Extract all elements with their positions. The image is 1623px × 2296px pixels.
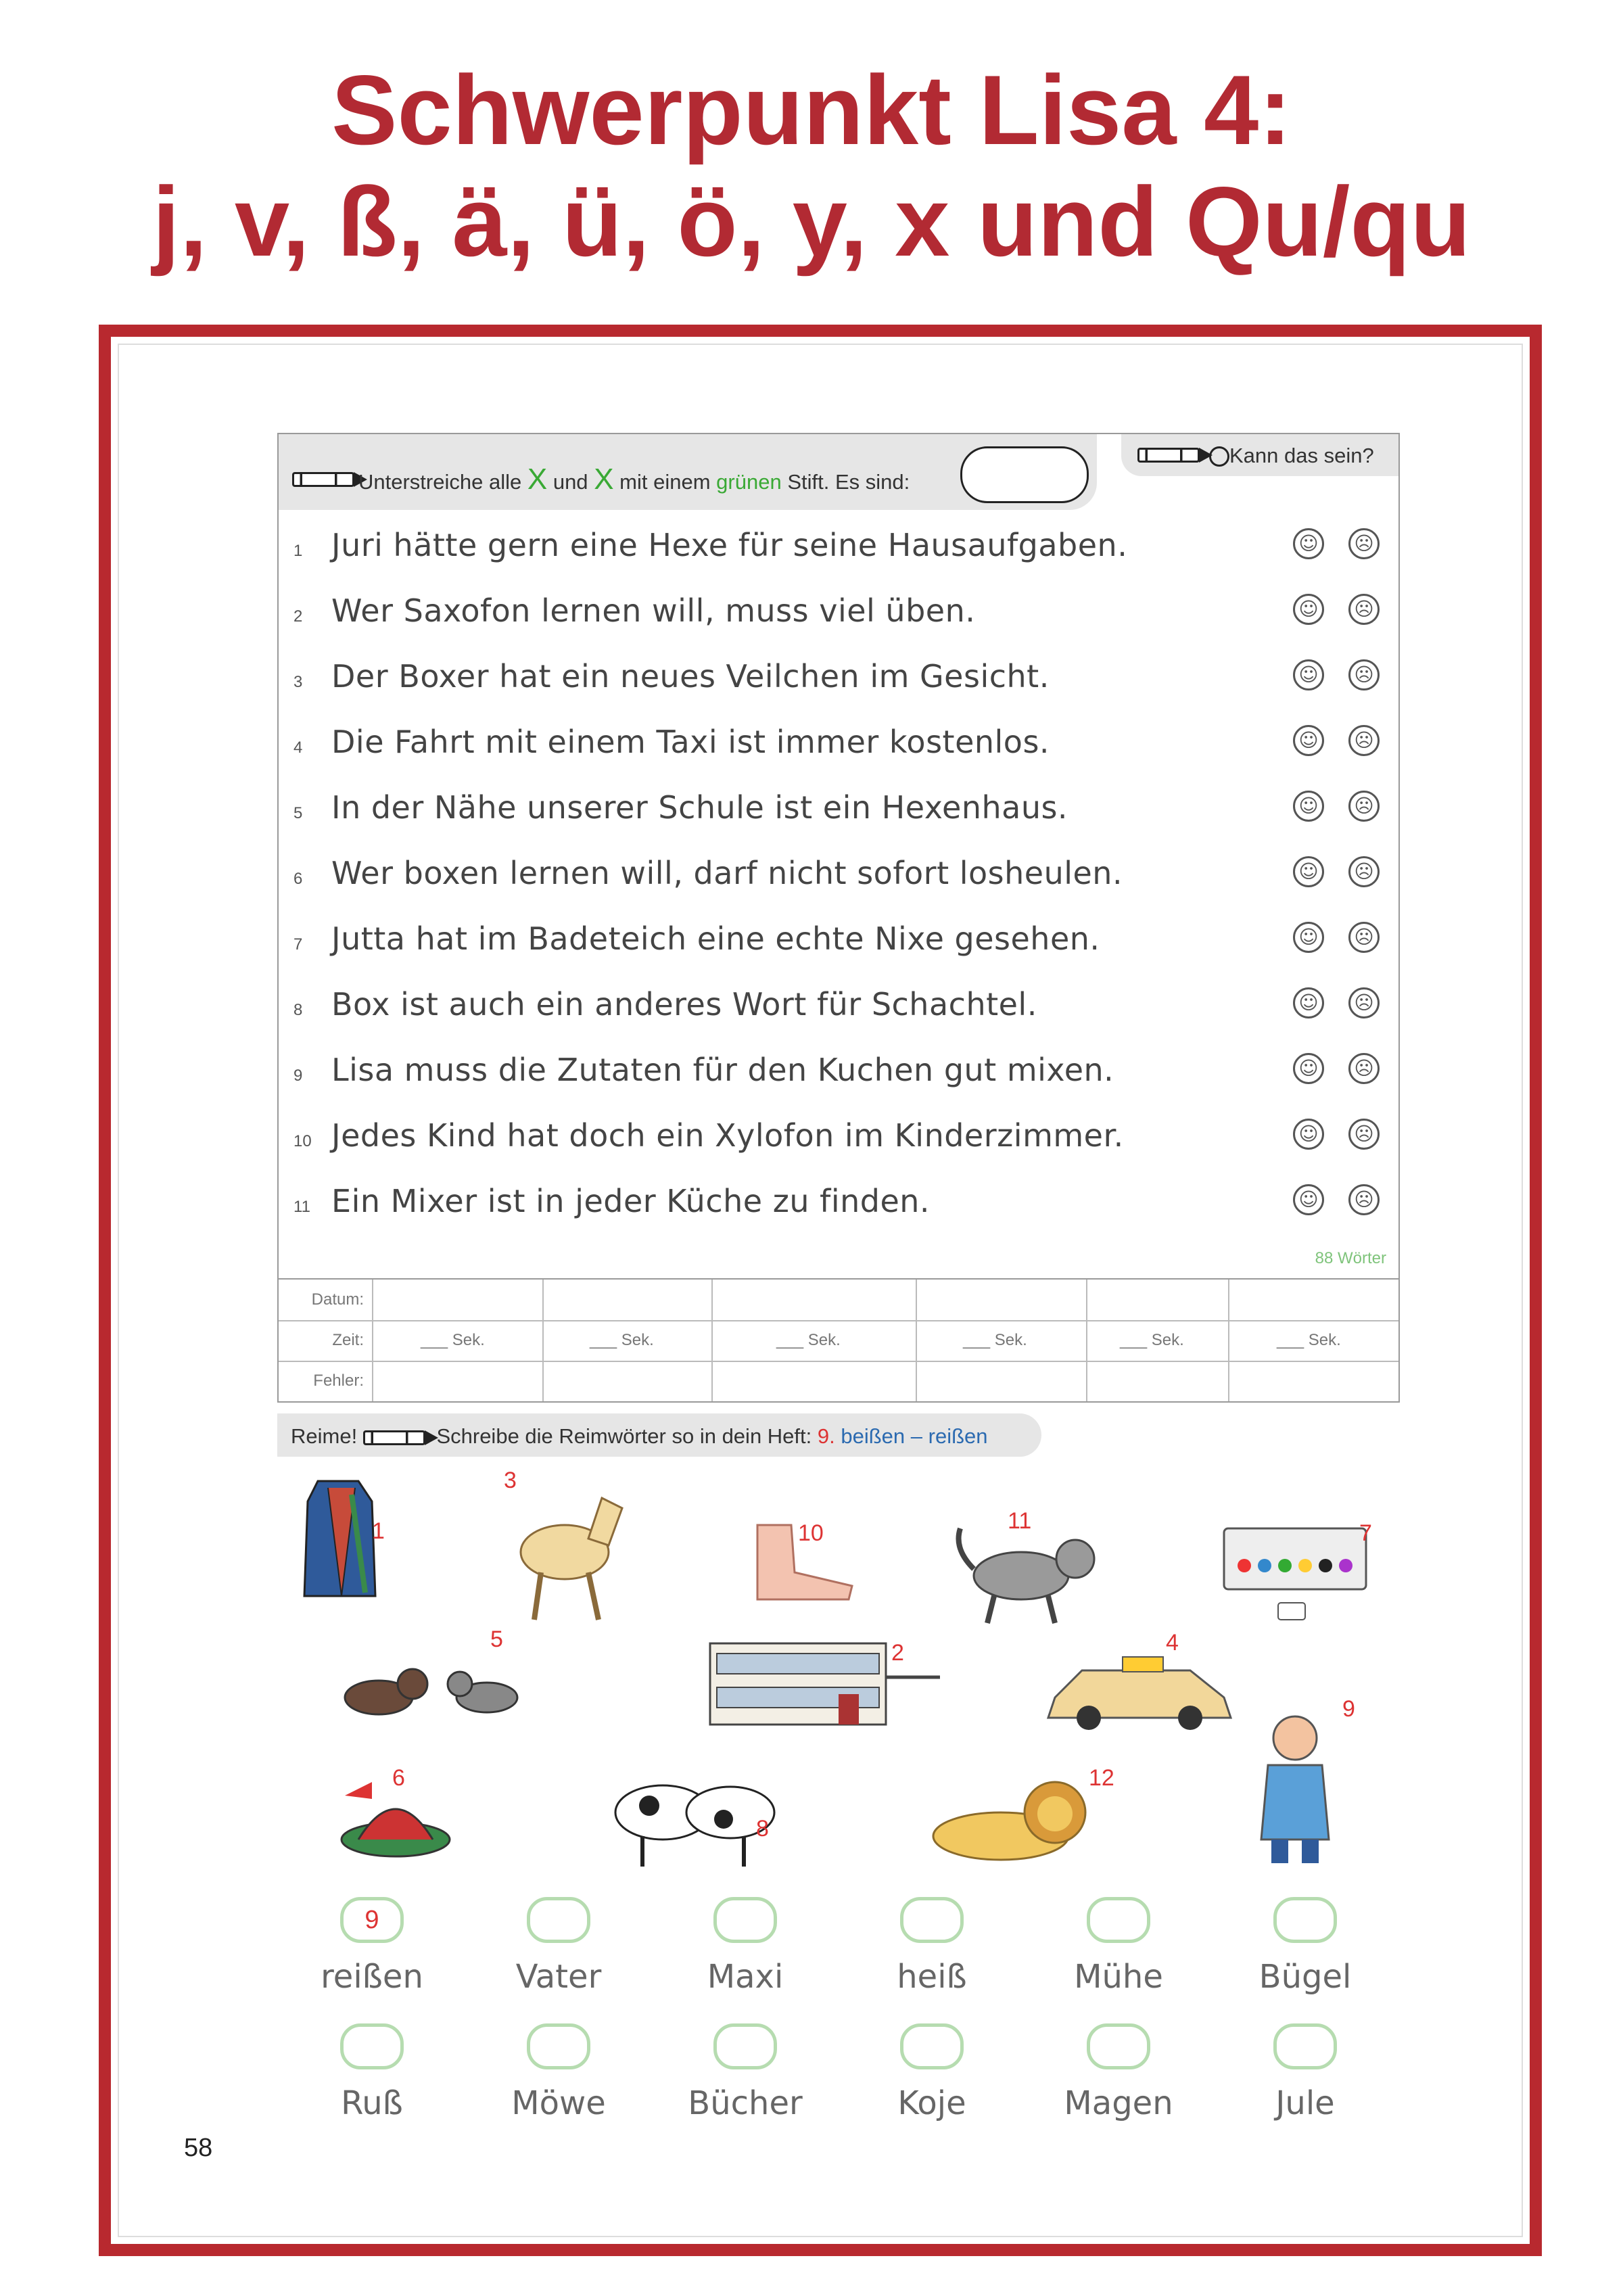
sentence-row bbox=[279, 781, 1398, 842]
happy-face-icon[interactable]: ☺ bbox=[1293, 1119, 1324, 1150]
sad-face-icon[interactable]: ☹ bbox=[1348, 1053, 1380, 1084]
happy-face-icon[interactable]: ☺ bbox=[1293, 1053, 1324, 1084]
happy-face-icon[interactable]: ☺ bbox=[1293, 791, 1324, 822]
picture-number: 3 bbox=[504, 1468, 517, 1493]
sentence-row bbox=[279, 519, 1398, 580]
picture-number: 4 bbox=[1166, 1630, 1179, 1656]
sentence-text: Jutta hat im Badeteich eine echte Nixe gesehen. bbox=[331, 920, 1100, 957]
answer-oval[interactable] bbox=[1273, 2023, 1337, 2069]
picture-number: 9 bbox=[1342, 1696, 1355, 1722]
sentence-text: Box ist auch ein anderes Wort für Schachtel. bbox=[331, 986, 1037, 1023]
sentence-text: Wer Saxofon lernen will, muss viel üben. bbox=[331, 592, 976, 629]
sek-cell[interactable]: ___ Sek. bbox=[1120, 1331, 1184, 1349]
coat-picture bbox=[291, 1474, 385, 1603]
page-number: 58 bbox=[184, 2134, 213, 2162]
sentence-number: 4 bbox=[293, 739, 303, 757]
sek-cell[interactable]: ___ Sek. bbox=[421, 1331, 485, 1349]
happy-face-icon[interactable]: ☺ bbox=[1293, 856, 1324, 887]
pencil-icon bbox=[292, 472, 354, 487]
rhyme-word: Maxi bbox=[707, 1958, 784, 1996]
sentence-number: 9 bbox=[293, 1067, 303, 1085]
sentence-number: 3 bbox=[293, 673, 303, 691]
table-row-datum bbox=[279, 1280, 1398, 1321]
lion-picture bbox=[920, 1772, 1102, 1867]
page-title-line1: Schwerpunkt Lisa 4: bbox=[331, 55, 1292, 165]
sentence-number: 10 bbox=[293, 1132, 312, 1150]
happy-face-icon[interactable]: ☺ bbox=[1293, 987, 1324, 1018]
answer-oval[interactable] bbox=[1273, 1897, 1337, 1943]
sentence-row bbox=[279, 978, 1398, 1039]
sentence-text: Der Boxer hat ein neues Veilchen im Gesicht. bbox=[331, 658, 1050, 695]
paint-box-picture bbox=[1217, 1522, 1380, 1630]
sentence-row bbox=[279, 1109, 1398, 1170]
sad-face-icon[interactable]: ☹ bbox=[1348, 725, 1380, 756]
sentence-number: 11 bbox=[293, 1198, 310, 1216]
rhyme-word: Jule bbox=[1275, 2084, 1335, 2122]
sentence-row bbox=[279, 716, 1398, 776]
pencil-icon bbox=[363, 1430, 425, 1445]
rhyme-word: Möwe bbox=[511, 2084, 606, 2122]
sad-face-icon[interactable]: ☹ bbox=[1348, 856, 1380, 887]
sad-face-icon[interactable]: ☹ bbox=[1348, 659, 1380, 690]
sentence-text: Juri hätte gern eine Hexe für seine Hausaufgaben. bbox=[331, 527, 1128, 563]
sad-face-icon[interactable]: ☹ bbox=[1348, 1119, 1380, 1150]
sentence-number: 5 bbox=[293, 804, 303, 822]
sad-face-icon[interactable]: ☹ bbox=[1348, 1184, 1380, 1215]
sentence-text: Jedes Kind hat doch ein Xylofon im Kinderzimmer. bbox=[331, 1117, 1124, 1154]
circle-icon bbox=[1209, 446, 1229, 467]
sentence-number: 2 bbox=[293, 607, 303, 626]
rhyme-word: Mühe bbox=[1074, 1958, 1163, 1996]
sentence-text: Wer boxen lernen will, darf nicht sofort losheulen. bbox=[331, 855, 1123, 891]
picture-number: 7 bbox=[1359, 1520, 1372, 1546]
sek-cell[interactable]: ___ Sek. bbox=[776, 1331, 841, 1349]
rhyme-word: Bücher bbox=[688, 2084, 803, 2122]
rhyme-word: Vater bbox=[515, 1958, 602, 1996]
horse-picture bbox=[507, 1471, 629, 1626]
count-answer-field[interactable] bbox=[960, 446, 1089, 503]
table-row-fehler bbox=[279, 1361, 1398, 1401]
reime-bar bbox=[277, 1413, 1041, 1457]
taxi-picture bbox=[1041, 1643, 1244, 1731]
happy-face-icon[interactable]: ☺ bbox=[1293, 594, 1324, 625]
reime-instruction: Reime! Schreibe die Reimwörter so in dein Heft: 9. beißen – reißen bbox=[291, 1424, 988, 1448]
happy-face-icon[interactable]: ☺ bbox=[1293, 528, 1324, 559]
happy-face-icon[interactable]: ☺ bbox=[1293, 1184, 1324, 1215]
rhyme-word: Bügel bbox=[1259, 1958, 1352, 1996]
picture-number: 12 bbox=[1089, 1765, 1114, 1791]
picture-number: 11 bbox=[1008, 1508, 1032, 1534]
sentence-number: 1 bbox=[293, 542, 303, 560]
picture-number: 8 bbox=[756, 1816, 769, 1842]
sad-face-icon[interactable]: ☹ bbox=[1348, 594, 1380, 625]
sentence-row bbox=[279, 1044, 1398, 1104]
picture-number: 5 bbox=[490, 1626, 503, 1652]
picture-number: 10 bbox=[798, 1520, 824, 1546]
sad-face-icon[interactable]: ☹ bbox=[1348, 791, 1380, 822]
answer-oval[interactable] bbox=[900, 1897, 964, 1943]
datum-label: Datum: bbox=[311, 1290, 364, 1309]
reading-worksheet bbox=[277, 433, 1400, 1403]
sentence-row bbox=[279, 584, 1398, 645]
sentence-text: In der Nähe unserer Schule ist ein Hexenhaus. bbox=[331, 789, 1068, 826]
pencil-icon bbox=[1137, 448, 1200, 463]
happy-face-icon[interactable]: ☺ bbox=[1293, 725, 1324, 756]
rhyme-word: Magen bbox=[1064, 2084, 1173, 2122]
rhyme-word: Koje bbox=[897, 2084, 966, 2122]
sek-cell[interactable]: ___ Sek. bbox=[1277, 1331, 1341, 1349]
answer-oval[interactable] bbox=[527, 1897, 590, 1943]
picture-number: 6 bbox=[392, 1765, 405, 1791]
sad-face-icon[interactable]: ☹ bbox=[1348, 922, 1380, 953]
rhyme-word: reißen bbox=[321, 1958, 423, 1996]
answer-oval[interactable] bbox=[1087, 1897, 1150, 1943]
answer-oval[interactable]: 9 bbox=[340, 1897, 404, 1943]
sek-cell[interactable]: ___ Sek. bbox=[963, 1331, 1027, 1349]
table-row-zeit bbox=[279, 1320, 1398, 1362]
sentence-text: Die Fahrt mit einem Taxi ist immer kostenlos. bbox=[331, 724, 1050, 760]
sad-face-icon[interactable]: ☹ bbox=[1348, 528, 1380, 559]
sek-cell[interactable]: ___ Sek. bbox=[590, 1331, 654, 1349]
school-picture bbox=[703, 1630, 947, 1731]
rhyme-word: heiß bbox=[897, 1958, 967, 1996]
time-table bbox=[279, 1278, 1398, 1401]
sentence-text: Lisa muss die Zutaten für den Kuchen gut mixen. bbox=[331, 1052, 1114, 1088]
sentence-row bbox=[279, 912, 1398, 973]
man-biting-picture bbox=[1244, 1704, 1346, 1867]
sentence-number: 6 bbox=[293, 870, 303, 888]
picture-number: 1 bbox=[372, 1518, 385, 1544]
happy-face-icon[interactable]: ☺ bbox=[1293, 922, 1324, 953]
answer-oval[interactable] bbox=[1087, 2023, 1150, 2069]
answer-oval[interactable] bbox=[713, 1897, 777, 1943]
fehler-label: Fehler: bbox=[313, 1372, 364, 1390]
answer-oval[interactable] bbox=[900, 2023, 964, 2069]
word-count: 88 Wörter bbox=[1315, 1249, 1386, 1267]
page-title-line2: j, v, ß, ä, ü, ö, y, x und Qu/qu bbox=[152, 166, 1471, 277]
task-bar bbox=[279, 434, 1097, 510]
sentence-number: 8 bbox=[293, 1001, 303, 1019]
zeit-label: Zeit: bbox=[332, 1331, 364, 1349]
answer-oval[interactable] bbox=[713, 2023, 777, 2069]
task-instruction: Unterstreiche alle X und X mit einem grünen Stift. Es sind: bbox=[358, 463, 910, 496]
picture-number: 2 bbox=[891, 1640, 904, 1666]
answer-oval[interactable] bbox=[340, 2023, 404, 2069]
sentence-row bbox=[279, 1175, 1398, 1236]
kann-das-sein-bar bbox=[1121, 434, 1398, 476]
kann-das-sein-label: Kann das sein? bbox=[1229, 444, 1374, 467]
sad-face-icon[interactable]: ☹ bbox=[1348, 987, 1380, 1018]
sentence-row bbox=[279, 650, 1398, 711]
sentence-row bbox=[279, 847, 1398, 908]
happy-face-icon[interactable]: ☺ bbox=[1293, 659, 1324, 690]
sentence-text: Ein Mixer ist in jeder Küche zu finden. bbox=[331, 1183, 931, 1219]
dog-and-cat-picture bbox=[331, 1650, 534, 1738]
rhyme-word: Ruß bbox=[341, 2084, 403, 2122]
answer-oval[interactable] bbox=[527, 2023, 590, 2069]
sentence-number: 7 bbox=[293, 935, 303, 954]
